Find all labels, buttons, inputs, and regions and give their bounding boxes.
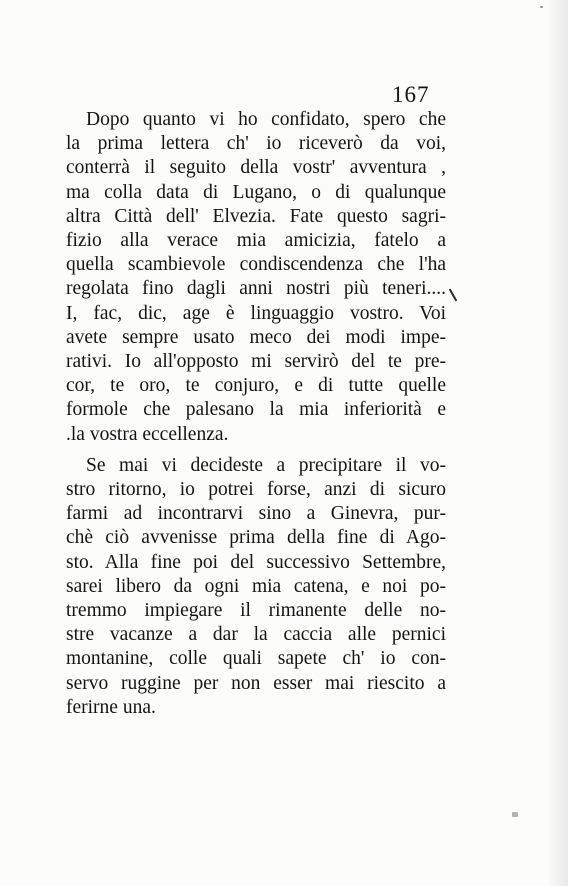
- scan-speck: [512, 812, 518, 817]
- page-number: 167: [392, 82, 430, 107]
- text-line: chè ciò avvenisse prima della fine di Ago-: [66, 527, 446, 549]
- text-line: fizio alla verace mia amicizia, fatelo a: [66, 230, 446, 252]
- scan-speck: [540, 6, 543, 8]
- body-text: [66, 108, 446, 720]
- scan-speck: [449, 288, 458, 301]
- text-line: stre vacanze a dar la caccia alle pernici: [66, 624, 446, 646]
- text-line: ferirne una.: [66, 696, 156, 718]
- text-line: sarei libero da ogni mia catena, e noi po-: [66, 575, 446, 597]
- text-line: conterrà il seguito della vostr' avventura ,: [66, 157, 446, 179]
- text-line: stro ritorno, io potrei forse, anzi di sicuro: [66, 479, 446, 501]
- text-line: montanine, colle quali sapete ch' io con-: [66, 648, 446, 670]
- text-line: tremmo impiegare il rimanente delle no-: [66, 600, 446, 622]
- text-line: altra Città dell' Elvezia. Fate questo sagri-: [66, 205, 446, 227]
- text-line: rativi. Io all'opposto mi servirò del te pre-: [66, 351, 446, 373]
- text-line: I, fac, dic, age è linguaggio vostro. Voi: [66, 302, 446, 324]
- page-edge-shadow: [546, 0, 568, 886]
- paragraph-1: [66, 108, 446, 447]
- text-line: servo ruggine per non esser mai riescito a: [66, 672, 446, 694]
- text-line: .la vostra eccellenza.: [66, 423, 229, 445]
- text-line: cor, te oro, te conjuro, e di tutte quelle: [66, 375, 446, 397]
- text-line: Se mai vi decideste a precipitare il vo-: [86, 454, 446, 476]
- text-line: Dopo quanto vi ho confidato, spero che: [86, 109, 446, 130]
- text-line: formole che palesano la mia inferiorità e: [66, 399, 446, 421]
- text-line: quella scambievole condiscendenza che l'ha: [66, 254, 446, 276]
- text-line: la prima lettera ch' io riceverò da voi,: [66, 133, 446, 155]
- text-line: ma colla data di Lugano, o di qualunque: [66, 181, 446, 203]
- text-line: farmi ad incontrarvi sino a Ginevra, pur-: [66, 503, 446, 525]
- text-line: avete sempre usato meco dei modi impe-: [66, 326, 446, 348]
- text-line: sto. Alla fine poi del successivo Settembre,: [66, 551, 446, 573]
- paragraph-2: [66, 454, 446, 720]
- text-line: regolata fino dagli anni nostri più teneri....: [66, 278, 446, 300]
